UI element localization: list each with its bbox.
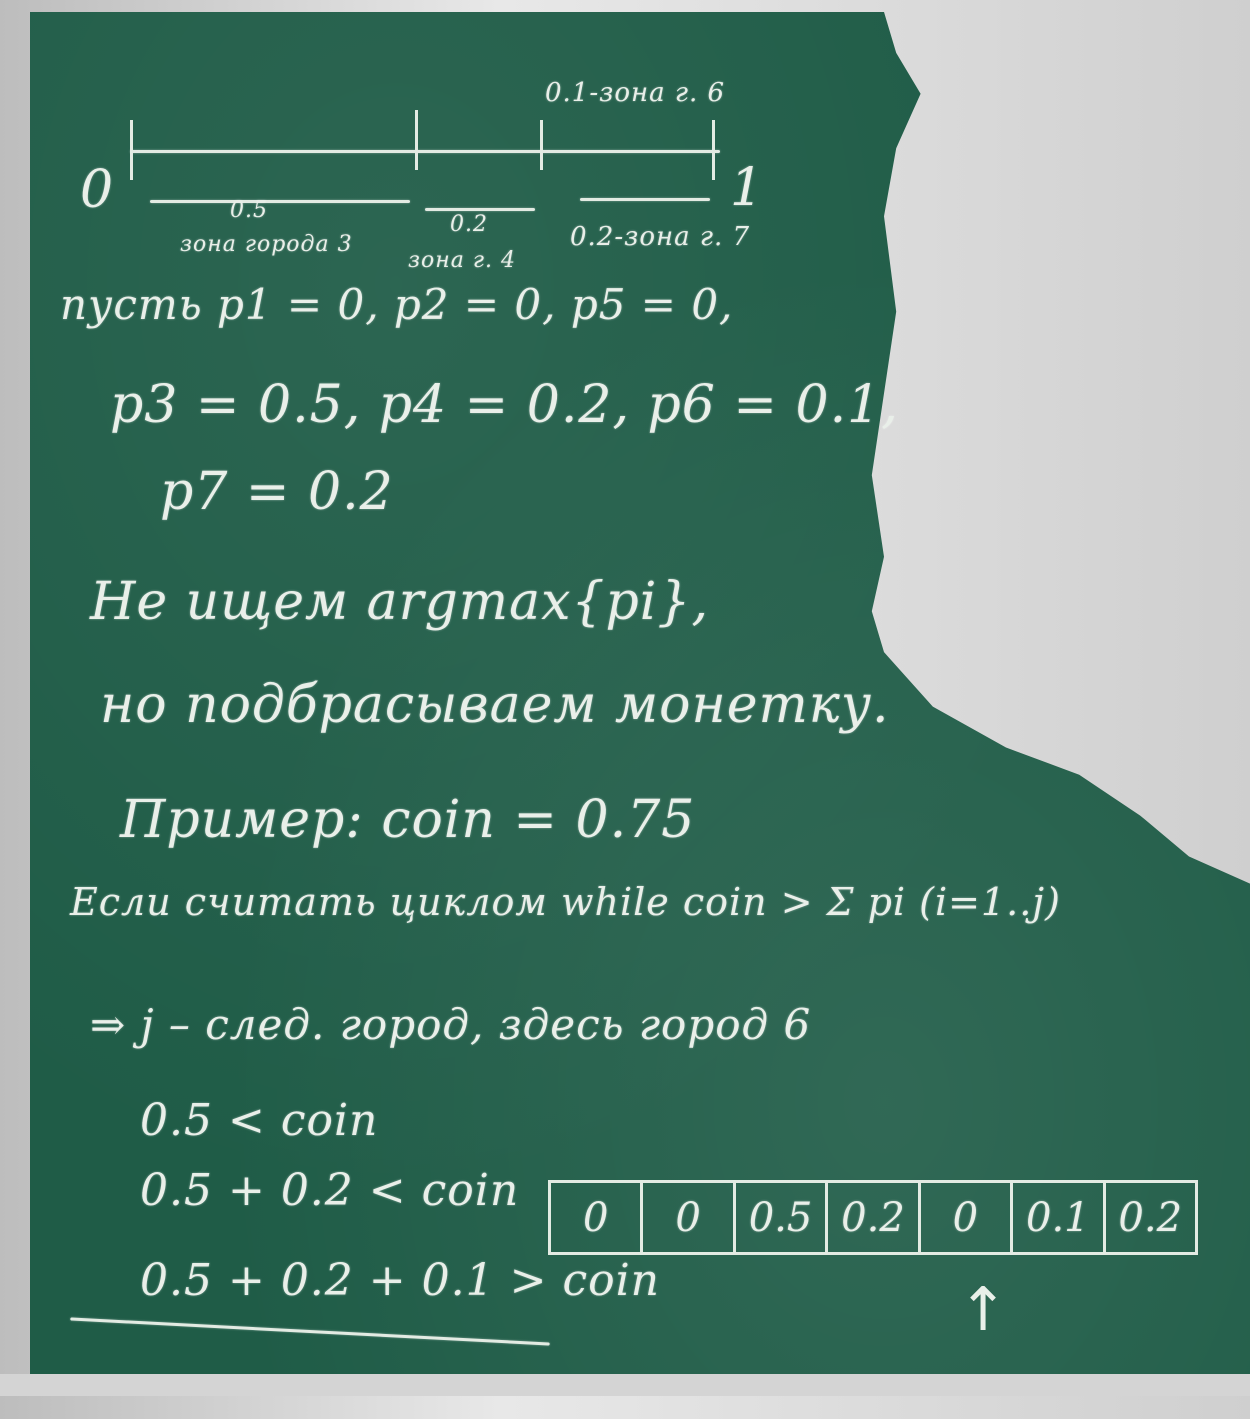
- array-cell: 0.1: [1010, 1183, 1102, 1252]
- probs-zero-line: пусть p1 = 0, p2 = 0, p5 = 0,: [60, 280, 734, 329]
- array-cell: 0.5: [733, 1183, 825, 1252]
- array-cell: 0: [640, 1183, 732, 1252]
- array-cell: 0.2: [1103, 1183, 1195, 1252]
- probability-array: [548, 1180, 1198, 1255]
- line-start-label: 0: [80, 160, 115, 220]
- step3-line: 0.5 + 0.2 + 0.1 > coin: [140, 1255, 660, 1306]
- zone6-label: 0.1-зона г. 6: [545, 78, 726, 108]
- pointer-arrow: ↑: [958, 1275, 1009, 1345]
- step1-line: 0.5 < coin: [140, 1095, 379, 1146]
- zone7-arrow: [580, 198, 710, 201]
- zone4-value: 0.2: [450, 212, 488, 237]
- zone7-label: 0.2-зона г. 7: [570, 222, 751, 252]
- tick-0: [130, 120, 133, 180]
- argmax-line: Не ищем argmax{pi},: [90, 572, 710, 632]
- probs-line-b: p7 = 0.2: [160, 462, 394, 522]
- tick-08: [712, 120, 715, 180]
- chalk-tray: [0, 1374, 1250, 1396]
- zone3-arrow: [150, 200, 410, 203]
- example-line: Пример: coin = 0.75: [120, 790, 696, 850]
- conclusion-line: ⇒ j – след. город, здесь город 6: [90, 1000, 812, 1049]
- loop-line: Если считать циклом while coin > Σ pi (i=1..j): [70, 880, 1061, 924]
- coin-toss-line: но подбрасываем монетку.: [100, 675, 890, 735]
- step2-line: 0.5 + 0.2 < coin: [140, 1165, 520, 1216]
- zone3-label: зона города 3: [180, 232, 353, 257]
- line-end-label: 1: [730, 158, 765, 218]
- array-cell: 0: [918, 1183, 1010, 1252]
- array-cell: 0.2: [825, 1183, 917, 1252]
- array-cell: 0: [582, 1194, 609, 1241]
- probs-line-a: p3 = 0.5, p4 = 0.2, p6 = 0.1,: [110, 375, 899, 435]
- tick-05: [415, 110, 418, 170]
- number-line: [130, 150, 720, 153]
- tick-07: [540, 120, 543, 170]
- zone4-label: зона г. 4: [408, 248, 516, 273]
- zone3-value: 0.5: [230, 198, 268, 223]
- zone4-arrow: [425, 208, 535, 211]
